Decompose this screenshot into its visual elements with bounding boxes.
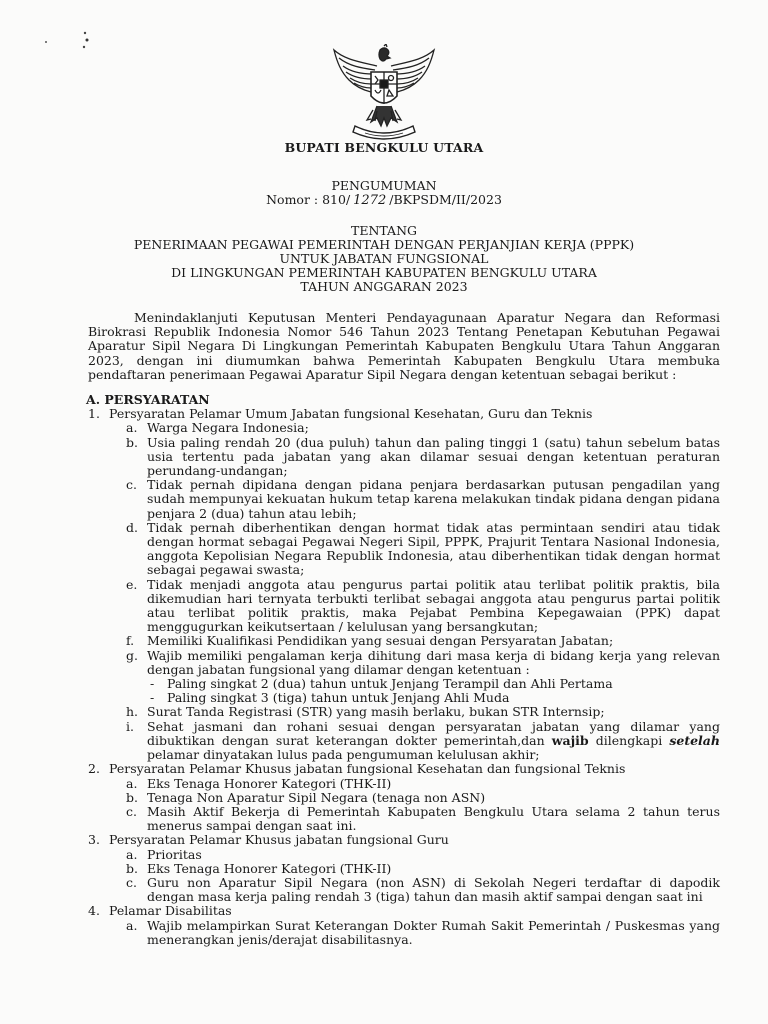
- sub-letter: c.: [126, 803, 137, 819]
- sub-letter: a.: [126, 775, 138, 791]
- sub-text: Prioritas: [147, 846, 202, 862]
- sub-letter: a.: [126, 420, 138, 436]
- number-prefix: Nomor : 810/: [266, 192, 351, 207]
- sub-letter: b.: [126, 860, 138, 876]
- doc-number: [0, 193, 768, 208]
- sub-text: Masih Aktif Bekerja di Pemerintah Kabupaten Bengkulu Utara selama 2 tahun terus menerus sampai dengan saat ini.: [147, 803, 720, 834]
- sub-letter: a.: [126, 917, 138, 933]
- sub-letter: c.: [126, 874, 137, 890]
- sub-item: [88, 421, 720, 435]
- sub-text: Usia paling rendah 20 (dua puluh) tahun dan paling tinggi 1 (satu) tahun sebelum batas usia tertentu pada jabatan yang akan dilamar sesuai dengan ketentuan peraturan perundang-undangan;: [147, 434, 720, 479]
- sub-letter: f.: [126, 633, 135, 649]
- sub-text: Memiliki Kualifikasi Pendidikan yang sesuai dengan Persyaratan Jabatan;: [147, 633, 614, 649]
- item-number: 1.: [88, 406, 100, 422]
- sub-text: dilengkapi: [588, 732, 670, 748]
- sub-text: Eks Tenaga Honorer Kategori (THK-II): [147, 775, 392, 791]
- scan-specks: [38, 30, 98, 60]
- sub-letter: b.: [126, 789, 138, 805]
- sub-letter: e.: [126, 576, 138, 592]
- sub-text: Warga Negara Indonesia;: [147, 420, 309, 436]
- sub-text: Tidak pernah diberhentikan dengan hormat tidak atas permintaan sendiri atau tidak dengan hormat sebagai Pegawai Negeri Sipil, PPPK, Prajurit Tentara Nasional Indonesia, anggota Kepolisian Negara Republik Indonesia, atau diberhentikan tidak dengan hormat sebagai pegawai swasta;: [147, 519, 720, 578]
- dash-text: Paling singkat 2 (dua) tahun untuk Jenjang Terampil dan Ahli Pertama: [167, 676, 613, 692]
- sub-letter: d.: [126, 519, 138, 535]
- sub-item: [88, 478, 720, 521]
- intro-paragraph: Menindaklanjuti Keputusan Menteri Pendayagunaan Aparatur Negara dan Reformasi Birokrasi Republik Indonesia Nomor 546 Tahun 2023 Tentang Penetapan Kebutuhan Pegawai Aparatur Sipil Negara Di Lingkungan Pemerintah Kabupaten Bengkulu Utara Tahun Anggaran 2023, dengan ini diumumkan bahwa Pemerintah Kabupaten Bengkulu Utara membuka pendaftaran penerimaan Pegawai Aparatur Sipil Negara dengan ketentuan sebagai berikut :: [88, 310, 720, 382]
- sub-letter: g.: [126, 647, 138, 663]
- sub-item: [88, 578, 720, 635]
- garuda-emblem-icon: [331, 44, 437, 142]
- dash-item: [88, 677, 720, 691]
- dash-marker: -: [150, 690, 155, 706]
- requirement-item: [88, 762, 720, 776]
- issuer-title: BUPATI BENGKULU UTARA: [284, 140, 484, 155]
- sub-item: [88, 876, 720, 904]
- item-number: 2.: [88, 761, 100, 777]
- document-body: [88, 311, 720, 947]
- sub-item: [88, 848, 720, 862]
- doc-type: PENGUMUMAN: [331, 178, 437, 193]
- number-suffix: /BKPSDM/II/2023: [389, 192, 502, 207]
- about-label: TENTANG: [350, 223, 417, 238]
- requirement-item: [88, 833, 720, 847]
- sub-item: [88, 521, 720, 578]
- item-text: Persyaratan Pelamar Khusus jabatan fungsional Kesehatan dan fungsional Teknis: [109, 761, 626, 777]
- item-number: 4.: [88, 903, 100, 919]
- sub-item: [88, 720, 720, 763]
- sub-text: Guru non Aparatur Sipil Negara (non ASN) di Sekolah Negeri terdaftar di dapodik dengan masa kerja paling rendah 3 (tiga) tahun dan masih aktif sampai dengan saat ini: [147, 874, 720, 905]
- item-text: Persyaratan Pelamar Khusus jabatan fungsional Guru: [109, 832, 449, 848]
- sub-item: [88, 705, 720, 719]
- sub-text: Surat Tanda Registrasi (STR) yang masih berlaku, bukan STR Internsip;: [147, 704, 605, 720]
- item-text: Persyaratan Pelamar Umum Jabatan fungsional Kesehatan, Guru dan Teknis: [109, 406, 593, 422]
- sub-text: Wajib memiliki pengalaman kerja dihitung dari masa kerja di bidang kerja yang relevan dengan jabatan fungsional yang dilamar dengan ketentuan :: [147, 647, 720, 677]
- sub-text: Eks Tenaga Honorer Kategori (THK-II): [147, 860, 392, 876]
- sub-letter: a.: [126, 846, 138, 862]
- dash-item: [88, 691, 720, 705]
- subject-line: UNTUK JABATAN FUNGSIONAL: [279, 251, 489, 266]
- requirement-item: [88, 904, 720, 918]
- section-title: A. PERSYARATAN: [86, 392, 210, 408]
- subject-line: TAHUN ANGGARAN 2023: [300, 279, 468, 294]
- announcement-heading: [0, 179, 768, 208]
- item-text: Pelamar Disabilitas: [109, 903, 232, 919]
- sub-letter: i.: [126, 718, 134, 734]
- subject-line: PENERIMAAN PEGAWAI PEMERINTAH DENGAN PERJANJIAN KERJA (PPPK): [133, 237, 635, 252]
- sub-item: [88, 919, 720, 947]
- item-number: 3.: [88, 832, 100, 848]
- sub-item: [88, 634, 720, 648]
- sub-text: Sehat jasmani dan rohani sesuai dengan persyaratan jabatan yang dilamar yang dibuktikan dengan surat keterangan dokter pemerintah,dan: [147, 718, 720, 748]
- dash-marker: -: [150, 676, 155, 692]
- requirement-item: [88, 407, 720, 421]
- subject-block: [0, 224, 768, 294]
- subject-line: DI LINGKUNGAN PEMERINTAH KABUPATEN BENGKULU UTARA: [171, 265, 597, 280]
- sub-text: pelamar dinyatakan lulus pada pengumuman kelulusan akhir;: [147, 747, 540, 763]
- sub-text: Tidak menjadi anggota atau pengurus partai politik atau terlibat politik praktis, bila dikemudian hari ternyata terbukti terlibat sebagai anggota atau pengurus partai politik atau terlibat politik praktis, maka Pejabat Pembina Kepegawaian (PPK) dapat menggugurkan keikutsertaan / kelulusan yang bersangkutan;: [147, 576, 720, 635]
- sub-letter: b.: [126, 434, 138, 450]
- sub-text: Tidak pernah dipidana dengan pidana penjara berdasarkan putusan pengadilan yang sudah mempunyai kekuatan hukum tetap karena melakukan tindak pidana dengan pidana penjara 2 (dua) tahun atau lebih;: [147, 477, 720, 521]
- sub-letter: h.: [126, 704, 139, 720]
- sub-item: [88, 805, 720, 833]
- sub-item: [88, 436, 720, 479]
- sub-item: [88, 862, 720, 876]
- sub-letter: c.: [126, 477, 137, 493]
- number-handwritten: 1272: [353, 193, 387, 208]
- sub-item: [88, 791, 720, 805]
- sub-text: Tenaga Non Aparatur Sipil Negara (tenaga non ASN): [147, 789, 486, 805]
- sub-item: [88, 649, 720, 677]
- sub-text: Wajib melampirkan Surat Keterangan Dokter Rumah Sakit Pemerintah / Puskesmas yang menerangkan jenis/derajat disabilitasnya.: [147, 917, 720, 947]
- emphasis-bold-italic: setelah: [669, 732, 720, 748]
- sub-item: [88, 777, 720, 791]
- emphasis-bold: wajib: [551, 732, 589, 748]
- dash-text: Paling singkat 3 (tiga) tahun untuk Jenjang Ahli Muda: [167, 690, 510, 706]
